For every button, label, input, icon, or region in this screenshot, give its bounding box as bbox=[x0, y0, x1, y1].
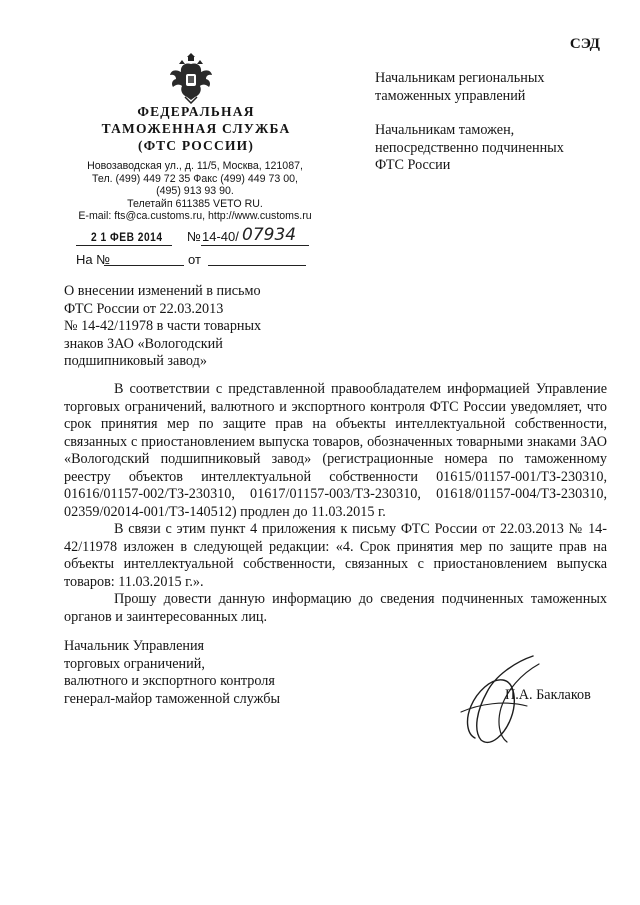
addressee-line: непосредственно подчиненных bbox=[375, 139, 564, 156]
reference-date-label: от bbox=[188, 252, 201, 267]
letter-subject bbox=[64, 283, 314, 371]
signer-name: П.А. Баклаков bbox=[505, 687, 591, 703]
registration-number-handwritten: 07934 bbox=[242, 225, 297, 245]
subject-line: знаков ЗАО «Вологодский bbox=[64, 335, 223, 352]
registration-date-stamp: 2 1 ФЕВ 2014 bbox=[91, 230, 163, 244]
reference-line bbox=[76, 252, 310, 270]
addressee-block bbox=[375, 70, 615, 105]
subject-line: № 14-42/11978 в части товарных bbox=[64, 318, 262, 335]
addressee-line: таможенных управлений bbox=[375, 87, 526, 104]
subject-line: подшипниковый завод» bbox=[64, 353, 207, 370]
agency-line: ТАМОЖЕННАЯ СЛУЖБА bbox=[101, 121, 291, 136]
reference-number-label: На № bbox=[76, 252, 111, 267]
letter-body bbox=[64, 381, 607, 626]
registration-number-label: № bbox=[187, 229, 201, 244]
addressees bbox=[375, 70, 615, 175]
address-line: Новозаводская ул., д. 11/5, Москва, 121087, bbox=[87, 160, 303, 172]
body-paragraph: В связи с этим пункт 4 приложения к письму ФТС России от 22.03.2013 № 14-42/11978 изложен в следующей редакции: «4. Срок принятия мер по защите прав на объекты интеллектуальной собственности, связанных с приостановлением выпуска товаров: 11.03.2015 г.». bbox=[64, 521, 607, 590]
signatory-title-line: валютного и экспортного контроля bbox=[64, 673, 275, 689]
agency-line: ФЕДЕРАЛЬНАЯ bbox=[137, 104, 255, 119]
registration-date-underline bbox=[76, 245, 172, 246]
agency-line: (ФТС РОССИИ) bbox=[137, 138, 255, 153]
registration-number-prefix: 14-40/ bbox=[202, 229, 239, 244]
sed-stamp: СЭД bbox=[569, 36, 600, 52]
addressee-line: ФТС России bbox=[375, 157, 451, 173]
signatory-title-line: торговых ограничений, bbox=[64, 655, 205, 672]
body-paragraph: Прошу довести данную информацию до сведения подчиненных таможенных органов и заинтересованных лиц. bbox=[64, 591, 607, 625]
registration-line bbox=[76, 225, 310, 250]
coat-of-arms-emblem bbox=[168, 50, 214, 104]
subject-line: О внесении изменений в письмо bbox=[64, 283, 261, 299]
address-line: E-mail: fts@ca.customs.ru, http://www.customs.ru bbox=[78, 210, 312, 223]
agency-name bbox=[86, 103, 306, 154]
reference-date-blank bbox=[208, 265, 306, 266]
signatory-title-line: генерал-майор таможенной службы bbox=[64, 690, 281, 707]
address-line: Телетайп 611385 VETO RU. bbox=[127, 197, 263, 210]
signatory-title-line: Начальник Управления bbox=[64, 638, 205, 654]
addressee-line: Начальникам таможен, bbox=[375, 122, 515, 138]
signatory-title bbox=[64, 638, 314, 708]
addressee-line: Начальникам региональных bbox=[375, 70, 545, 86]
reference-number-blank bbox=[104, 265, 184, 266]
address-line: Тел. (499) 449 72 35 Факс (499) 449 73 00, bbox=[92, 172, 298, 185]
subject-line: ФТС России от 22.03.2013 bbox=[64, 300, 224, 317]
address-line: (495) 913 93 90. bbox=[156, 185, 234, 198]
agency-address bbox=[64, 160, 326, 223]
registration-number-underline bbox=[201, 245, 309, 246]
body-paragraph: В соответствии с представленной правообладателем информацией Управление торговых ограничений, валютного и экспортного контроля ФТС России уведомляет, что срок принятия мер по защите прав на объекты интеллектуальной собственности, связанных с приостановлением выпуска товаров, обозначенных товарными знаками ЗАО «Вологодский подшипниковый завод» (регистрационные номера по таможенному реестру объектов интеллектуальной собственности 01615/01157-001/ТЗ-230310, 01616/01157-002/ТЗ-230310, 01617/01157-003/ТЗ-230310, 01618/01157-004/ТЗ-230310, 02359/02014-001/ТЗ-140512) продлен до 11.03.2015 г. bbox=[64, 381, 607, 520]
addressee-block bbox=[375, 122, 615, 175]
